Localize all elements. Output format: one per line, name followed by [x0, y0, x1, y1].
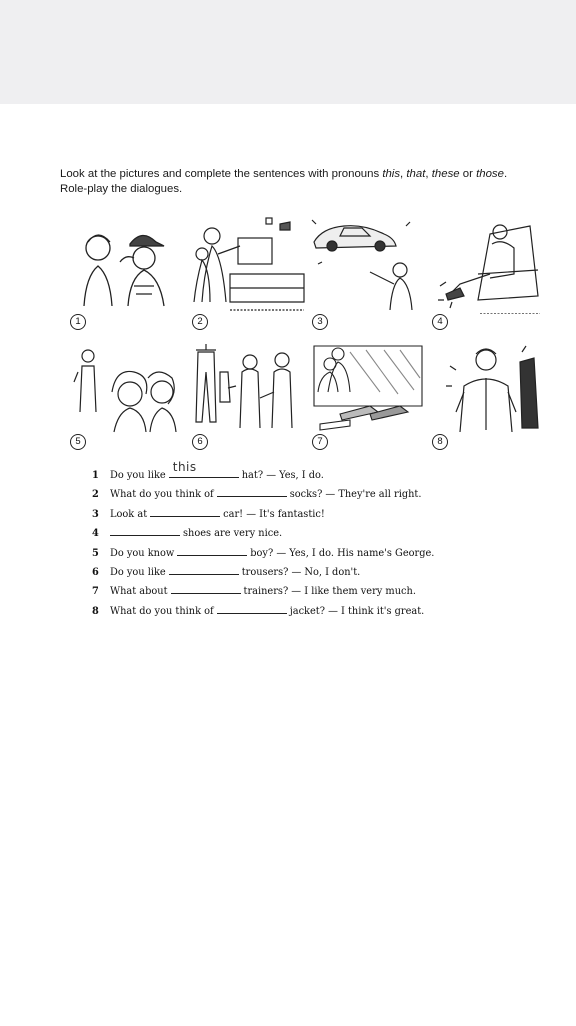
picture-number-6: 6: [192, 434, 208, 450]
sentence-text: hat? — Yes, I do.: [241, 470, 324, 481]
sentence-text: jacket? — I think it's great.: [289, 605, 425, 617]
sentence-text: Do you like: [110, 470, 166, 481]
sentence-number: 8: [92, 605, 99, 617]
picture-grid: [68, 214, 546, 458]
exercise-instructions: [60, 167, 565, 196]
sentence-number: 3: [92, 508, 99, 520]
picture-number-5: 5: [70, 434, 86, 450]
answer-blank-5[interactable]: [177, 544, 247, 556]
picture-number-7: 7: [312, 434, 328, 450]
picture-8: [430, 342, 546, 456]
sentence-row-8: [92, 602, 532, 621]
picture-number-8: 8: [432, 434, 448, 450]
picture-7: [310, 342, 426, 456]
sentence-text: car! — It's fantastic!: [223, 508, 325, 520]
picture-number-4: 4: [432, 314, 448, 330]
sentence-number: 1: [92, 470, 99, 481]
answer-blank-2[interactable]: [217, 485, 287, 497]
pronoun-that: that: [406, 168, 426, 180]
boy-and-women-illustration: [70, 342, 186, 434]
sentence-text: What do you think of: [110, 489, 214, 501]
sentence-text: Do you know: [110, 547, 175, 559]
period: .: [503, 168, 508, 180]
answer-blank-4[interactable]: [110, 524, 180, 536]
sentence-text: shoes are very nice.: [183, 528, 283, 540]
sentence-row-2: [92, 485, 532, 504]
sentence-row-5: [92, 544, 532, 563]
sentence-row-3: [92, 505, 532, 524]
sentence-text: boy? — Yes, I do. His name's George.: [250, 547, 435, 559]
handwritten-answer: this: [172, 460, 197, 474]
answer-blank-6[interactable]: [169, 563, 239, 575]
sentence-number: 6: [92, 566, 99, 578]
sentence-number: 5: [92, 547, 99, 559]
sentence-text: Look at: [110, 508, 148, 520]
answer-blank-3[interactable]: [150, 505, 220, 517]
picture-number-3: 3: [312, 314, 328, 330]
picture-4: [430, 214, 546, 328]
sentence-text: trousers? — No, I don't.: [241, 566, 361, 578]
armchair-shoes-illustration: [430, 214, 546, 314]
comma: ,: [425, 168, 432, 180]
man-jacket-illustration: [430, 342, 546, 434]
sentence-list: [92, 460, 532, 621]
picture-1: [70, 214, 186, 328]
instruction-text: Look at the pictures and complete the sentences with pronouns: [60, 168, 383, 180]
sentence-text: socks? — They're all right.: [289, 489, 422, 501]
picture-3: [310, 214, 426, 328]
sentence-text: What do you think of: [110, 605, 214, 617]
sentence-row-4: [92, 524, 532, 543]
pronoun-these: these: [431, 168, 460, 180]
answer-blank-1[interactable]: [169, 460, 239, 478]
sofa-and-people-illustration: [190, 214, 306, 314]
shop-window-trainers-illustration: [310, 342, 426, 434]
sentence-text: trainers? — I like them very much.: [243, 586, 416, 598]
picture-number-1: 1: [70, 314, 86, 330]
picture-6: [190, 342, 306, 456]
sentence-row-7: [92, 582, 532, 601]
boys-with-hat-illustration: [70, 214, 186, 314]
trousers-illustration: [190, 342, 306, 434]
sentence-row-1: [92, 460, 532, 485]
sentence-row-6: [92, 563, 532, 582]
pronoun-this: this: [382, 168, 401, 180]
picture-5: [70, 342, 186, 456]
picture-2: [190, 214, 306, 328]
car-illustration: [310, 214, 426, 314]
sentence-number: 7: [92, 586, 99, 598]
comma: ,: [400, 168, 407, 180]
top-bar: [0, 0, 576, 104]
answer-blank-7[interactable]: [171, 582, 241, 594]
instruction-line-2: Role-play the dialogues.: [60, 182, 183, 195]
sentence-text: What about: [110, 586, 168, 598]
conjunction: or: [459, 168, 477, 180]
pronoun-those: those: [476, 168, 504, 180]
sentence-number: 4: [92, 528, 99, 540]
sentence-text: Do you like: [110, 566, 166, 578]
picture-number-2: 2: [192, 314, 208, 330]
sentence-number: 2: [92, 489, 99, 501]
answer-blank-8[interactable]: [217, 602, 287, 614]
